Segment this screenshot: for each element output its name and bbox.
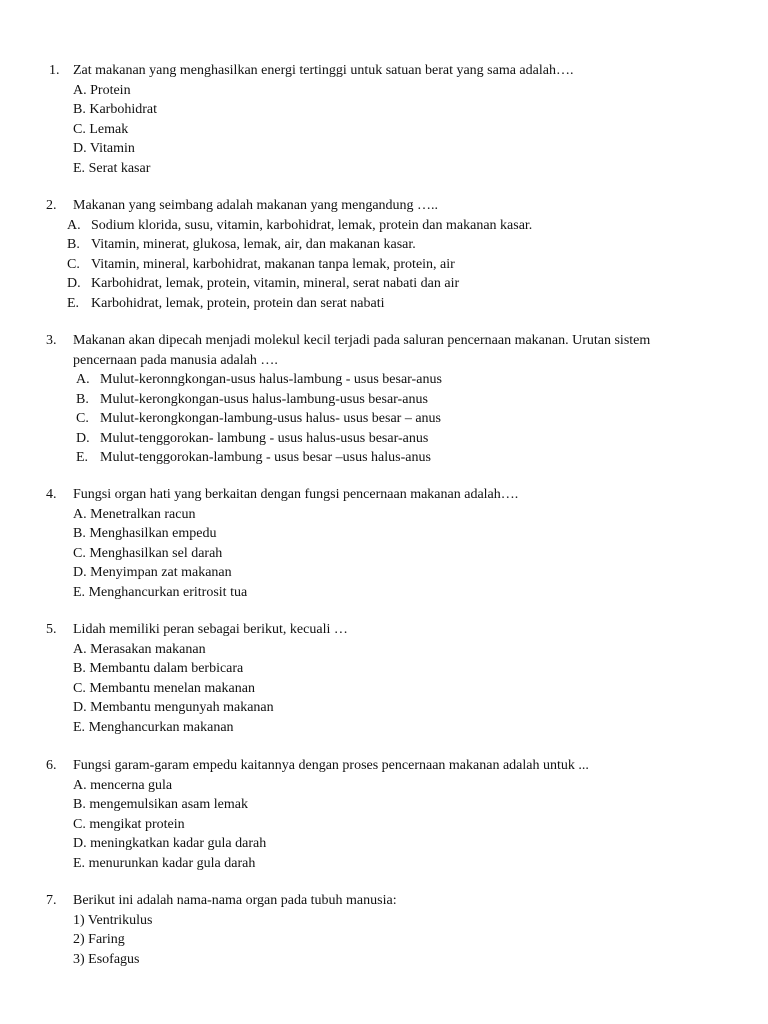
option-a[interactable]: A. Menetralkan racun — [73, 506, 196, 522]
question-number: 1. — [49, 63, 60, 78]
question-number: 3. — [46, 333, 57, 348]
question-number: 5. — [46, 622, 57, 637]
question-text: Lidah memiliki peran sebagai berikut, kecuali … — [73, 622, 348, 637]
option-c[interactable]: C. mengikat protein — [73, 816, 185, 832]
option-e[interactable]: E. Karbohidrat, lemak, protein, protein dan serat nabati — [67, 295, 385, 311]
option-c[interactable]: C. Vitamin, mineral, karbohidrat, makanan tanpa lemak, protein, air — [67, 256, 455, 272]
question-text: Berikut ini adalah nama-nama organ pada tubuh manusia: — [73, 893, 397, 908]
option-c[interactable]: C. Menghasilkan sel darah — [73, 545, 223, 561]
list-item: 2) Faring — [73, 932, 125, 947]
question-number: 6. — [46, 758, 57, 773]
question-number: 2. — [46, 198, 57, 213]
question-number: 4. — [46, 487, 57, 502]
option-b[interactable]: B. mengemulsikan asam lemak — [73, 797, 248, 812]
option-e[interactable]: E. Serat kasar — [73, 160, 151, 176]
option-b[interactable]: B. Vitamin, minerat, glukosa, lemak, air, dan makanan kasar. — [67, 237, 416, 252]
question-text: Makanan yang seimbang adalah makanan yang mengandung ….. — [73, 198, 439, 213]
option-e[interactable]: E. menurunkan kadar gula darah — [73, 855, 256, 871]
list-item: 1) Ventrikulus — [73, 912, 153, 928]
option-d[interactable]: D. Menyimpan zat makanan — [73, 565, 232, 580]
question-text: Fungsi organ hati yang berkaitan dengan fungsi pencernaan makanan adalah…. — [73, 487, 519, 502]
option-a[interactable]: A. Protein — [73, 82, 131, 98]
option-e[interactable]: E. Mulut-tenggorokan-lambung - usus besar –usus halus-anus — [76, 450, 431, 465]
question-number: 7. — [46, 893, 57, 908]
option-a[interactable]: A. Sodium klorida, susu, vitamin, karbohidrat, lemak, protein dan makanan kasar. — [67, 217, 533, 233]
option-b[interactable]: B. Mulut-kerongkongan-usus halus-lambung-usus besar-anus — [76, 391, 428, 407]
option-e[interactable]: E. Menghancurkan makanan — [73, 719, 234, 735]
option-d[interactable]: D. Mulut-tenggorokan- lambung - usus halus-usus besar-anus — [76, 430, 429, 446]
option-d[interactable]: D. Membantu mengunyah makanan — [73, 700, 274, 715]
option-a[interactable]: A. Mulut-keronngkongan-usus halus-lambung - usus besar-anus — [76, 372, 442, 387]
option-e[interactable]: E. Menghancurkan eritrosit tua — [73, 584, 248, 600]
option-d[interactable]: D. Vitamin — [73, 141, 135, 156]
question-text: Makanan akan dipecah menjadi molekul kecil terjadi pada saluran pencernaan makanan. Urutan sistem — [73, 333, 651, 348]
list-item: 3) Esofagus — [73, 951, 140, 967]
option-b[interactable]: B. Karbohidrat — [73, 102, 157, 117]
question-text: Zat makanan yang menghasilkan energi tertinggi untuk satuan berat yang sama adalah…. — [73, 63, 574, 78]
question-text-cont: pencernaan pada manusia adalah …. — [73, 352, 278, 368]
option-d[interactable]: D. meningkatkan kadar gula darah — [73, 836, 267, 851]
option-b[interactable]: B. Membantu dalam berbicara — [73, 661, 244, 676]
option-a[interactable]: A. mencerna gula — [73, 777, 173, 793]
option-b[interactable]: B. Menghasilkan empedu — [73, 526, 217, 541]
option-c[interactable]: C. Mulut-kerongkongan-lambung-usus halus- usus besar – anus — [76, 411, 442, 426]
option-d[interactable]: D. Karbohidrat, lemak, protein, vitamin, mineral, serat nabati dan air — [67, 276, 460, 291]
option-c[interactable]: C. Lemak — [73, 121, 129, 137]
option-a[interactable]: A. Merasakan makanan — [73, 641, 206, 657]
option-c[interactable]: C. Membantu menelan makanan — [73, 680, 255, 696]
question-text: Fungsi garam-garam empedu kaitannya dengan proses pencernaan makanan adalah untuk ... — [73, 758, 589, 773]
